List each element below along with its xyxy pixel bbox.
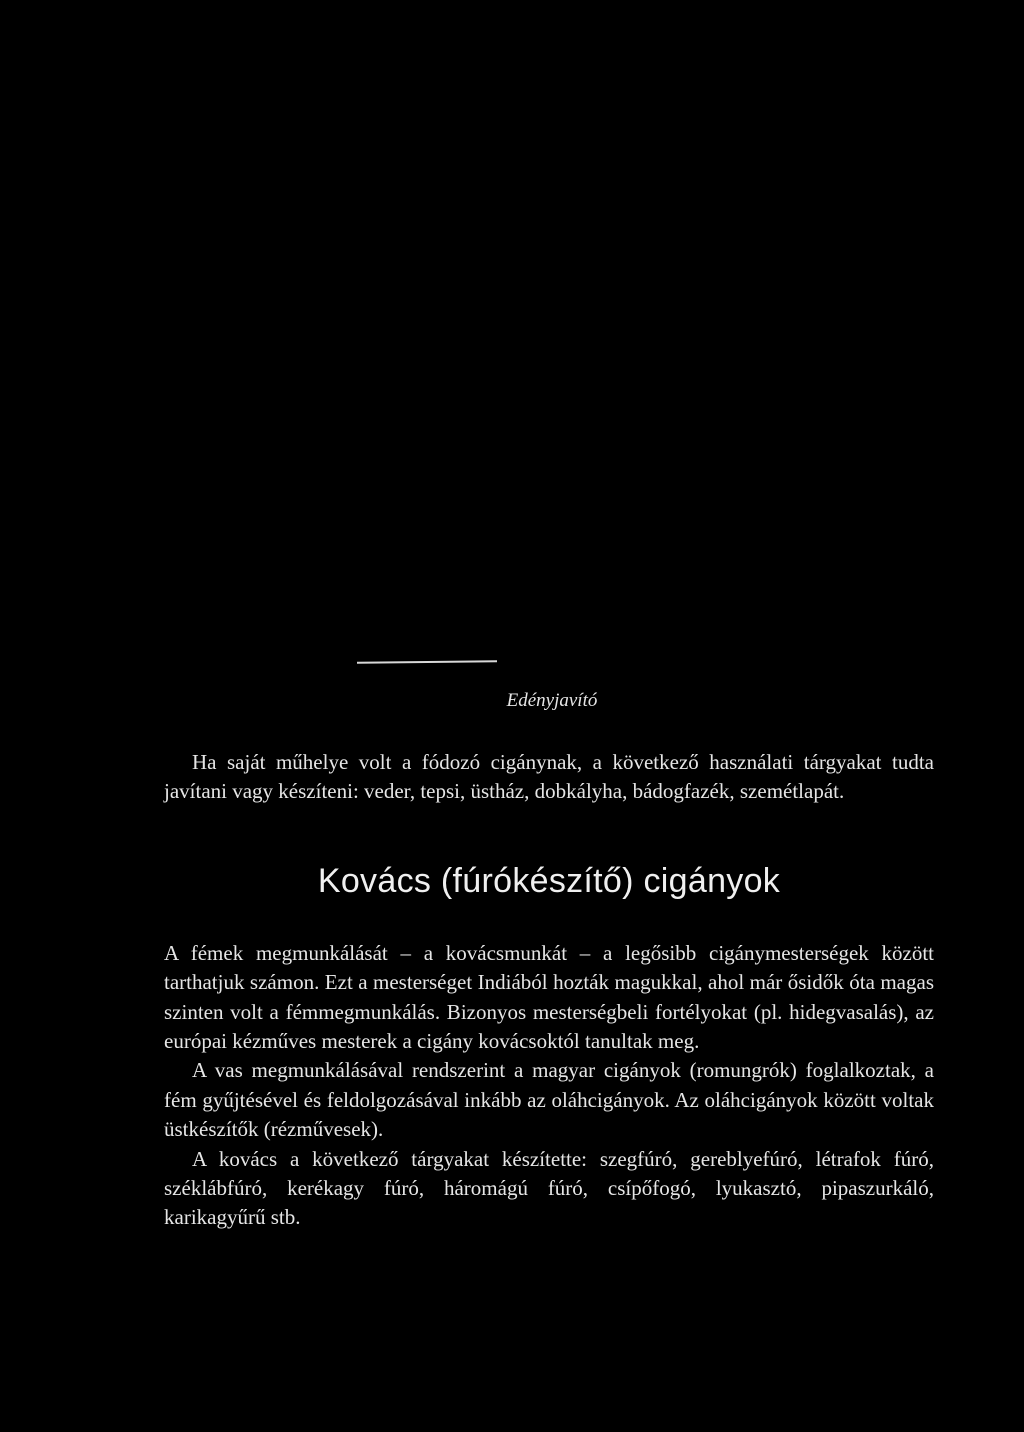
body-paragraph-2: A vas megmunkálásával rendszerint a magyar cigányok (romungrók) foglalkoztak, a fém gyűjtésével és feldolgozásával inkább az oláhcigányok. Az oláhcigányok között voltak üstkészítők (rézművesek). bbox=[164, 1058, 934, 1142]
image-caption: Edényjavító bbox=[506, 690, 598, 711]
body-paragraph-3: A kovács a következő tárgyakat készítette: szegfúró, gereblyefúró, létrafok fúró, széklábfúró, kerékagy fúró, háromágú fúró, csípőfogó, lyukasztó, pipaszurkáló, karikagyűrű stb. bbox=[164, 1146, 934, 1230]
text-column bbox=[164, 748, 934, 1233]
decorative-rule bbox=[357, 660, 497, 663]
intro-paragraph: Ha saját műhelye volt a fódozó cigánynak, a következő használati tárgyakat tudta javítani vagy készíteni: veder, tepsi, üstház, dobkályha, bádogfazék, szemétlapát. bbox=[164, 750, 934, 804]
body-paragraph-1: A fémek megmunkálását – a kovácsmunkát – a legősibb cigánymesterségek között tarthatjuk számon. Ezt a mesterséget Indiából hozták magukkal, ahol már ősidők óta magas szinten volt a fémmegmunkálás. Bizonyos mesterségbeli fortélyokat (pl. hidegvasalás), az európai kézműves mesterek a cigány kovácsoktól tanultak meg. bbox=[164, 940, 934, 1054]
section-heading: Kovács (fúrókészítő) cigányok bbox=[317, 861, 781, 900]
